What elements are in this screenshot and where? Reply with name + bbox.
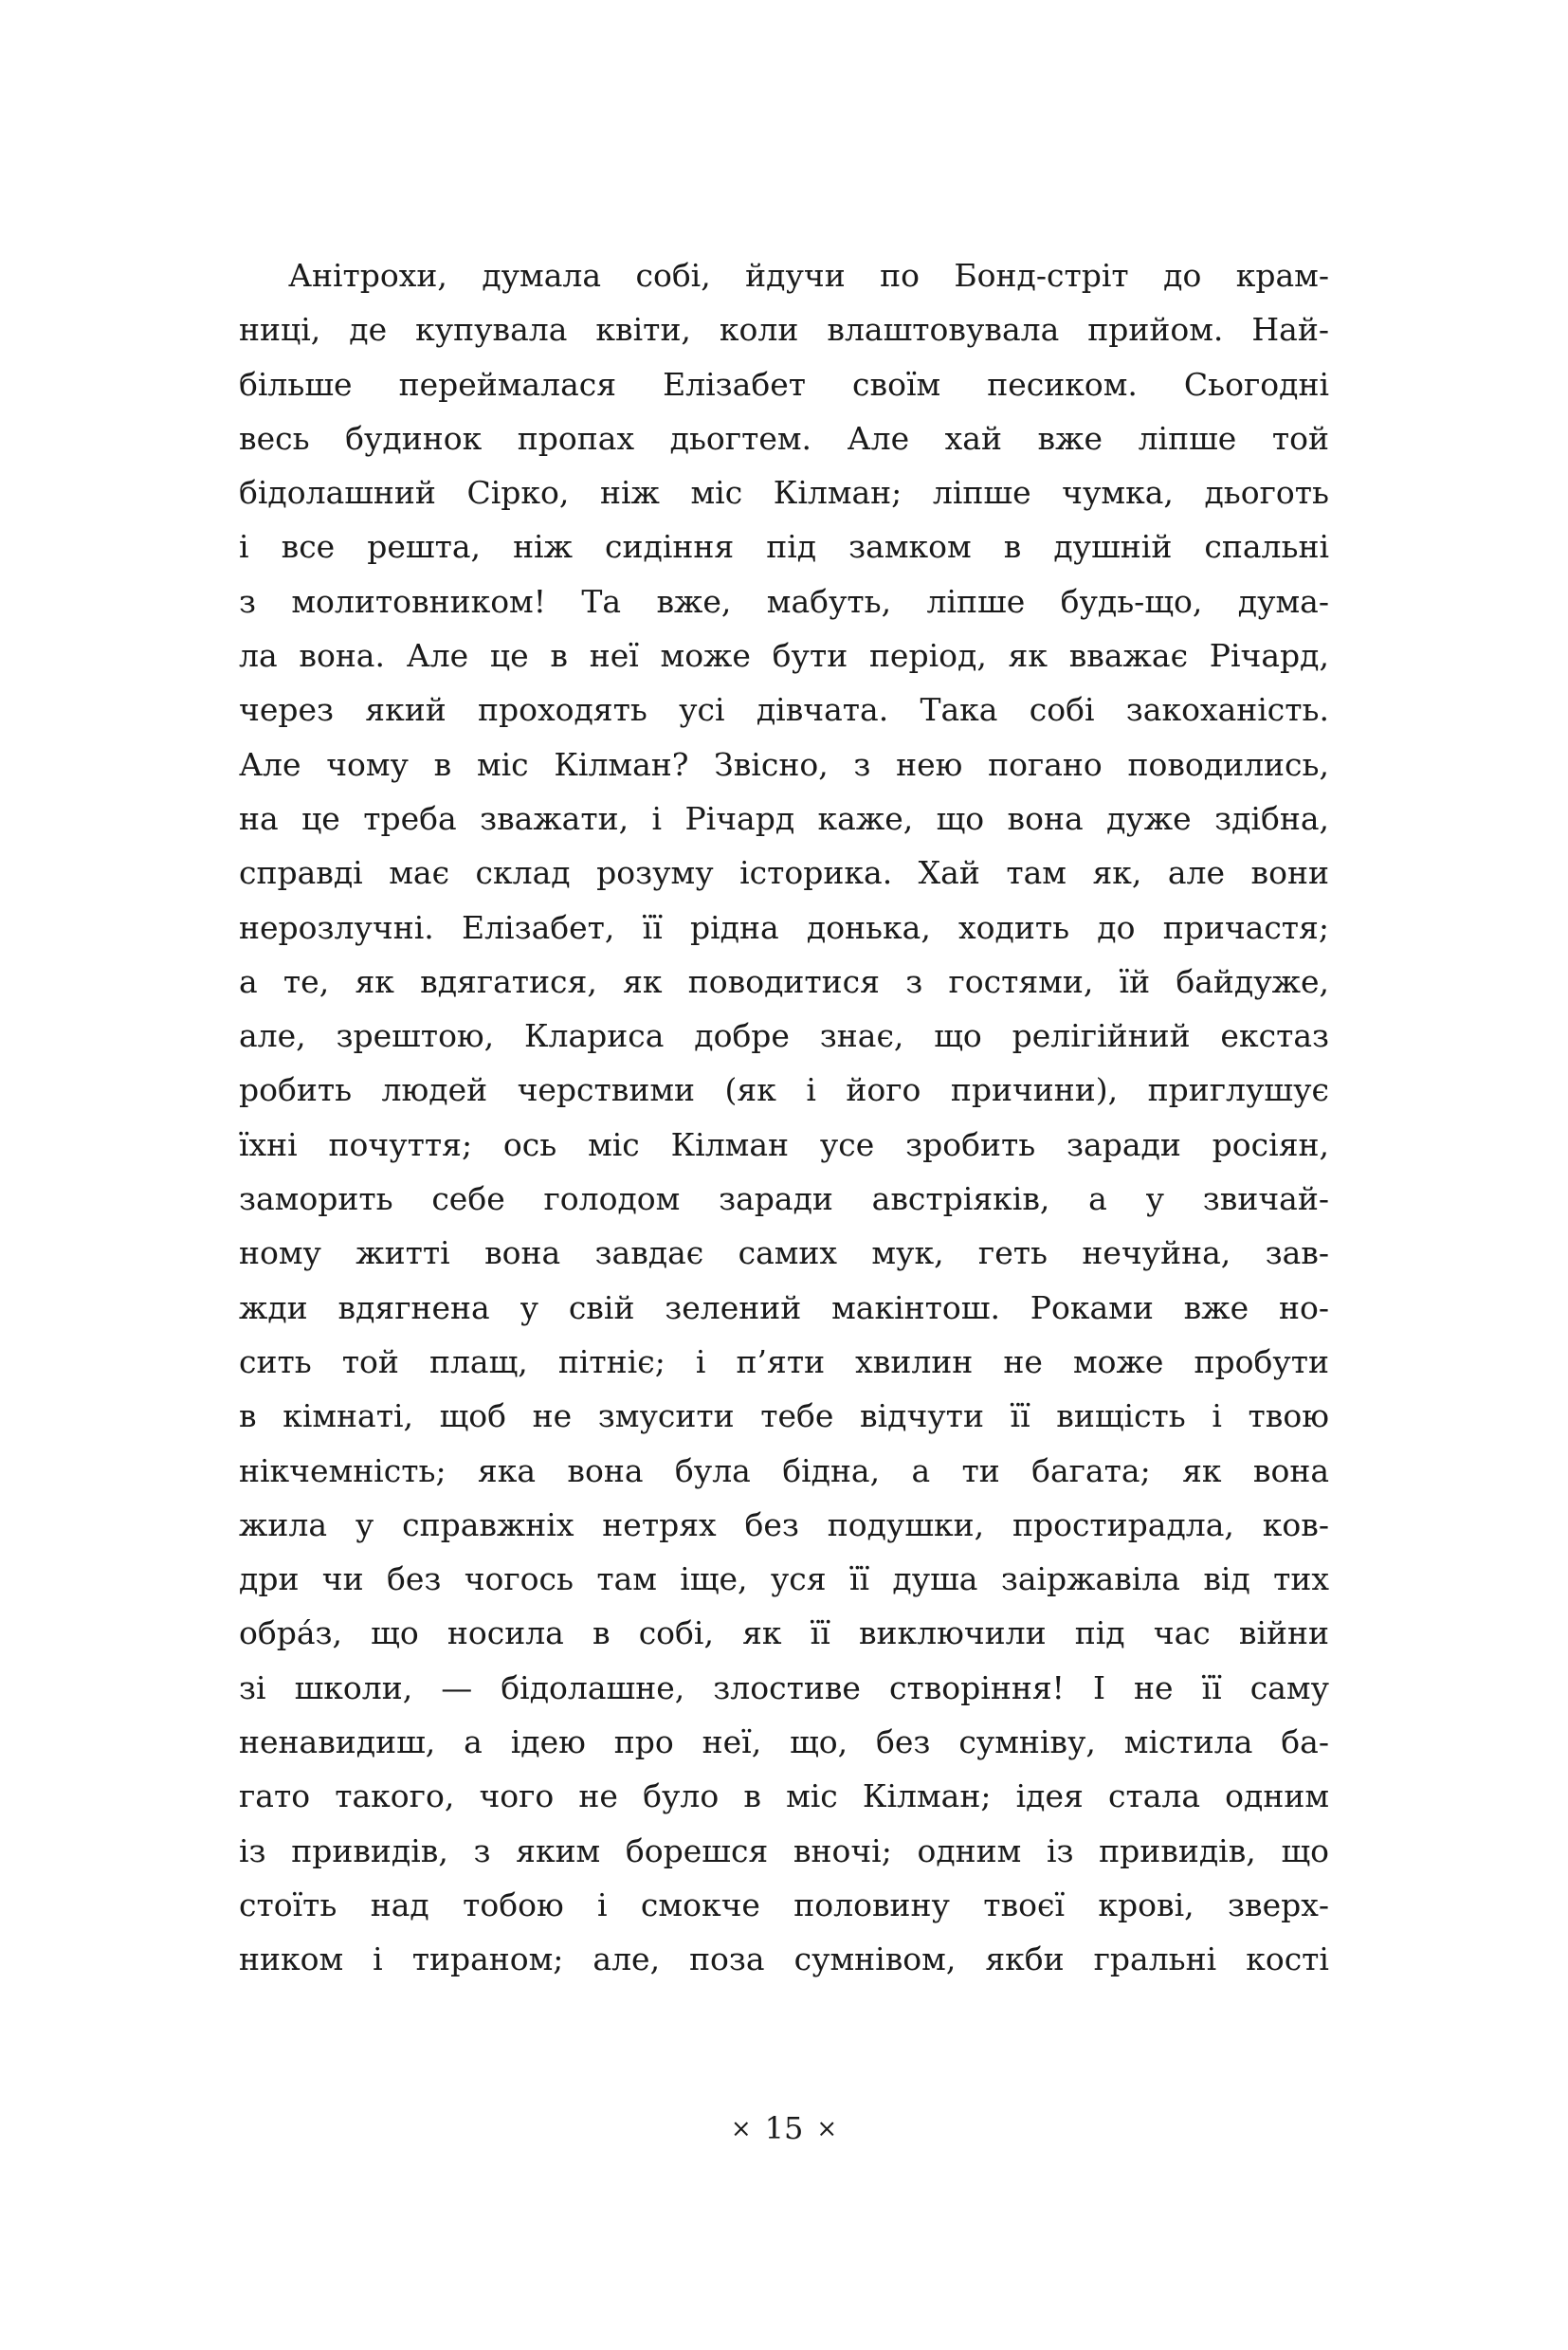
text-line: а те, як вдягатися, як поводитися з гостями, їй байдуже,: [239, 962, 1329, 1000]
text-line: обра́з, що носила в собі, як її виключили під час війни: [239, 1614, 1329, 1652]
text-line: з молитовником! Та вже, мабуть, ліпше будь-що, дума-: [239, 582, 1329, 620]
text-line: їхні почуття; ось міс Кілман усе зробить заради росіян,: [239, 1125, 1329, 1163]
text-line: Анітрохи, думала собі, йдучи по Бонд-стріт до крам-: [288, 257, 1329, 294]
text-line: заморить себе голодом заради австріяків, а у звичай-: [239, 1180, 1329, 1218]
text-line: сить той плащ, пітніє; і п’яти хвилин не може пробути: [239, 1342, 1329, 1380]
text-line: Але чому в міс Кілман? Звісно, з нею погано поводились,: [239, 745, 1329, 783]
text-line: ником і тираном; але, поза сумнівом, якби гральні кості: [239, 1940, 1329, 1978]
text-line: і все решта, ніж сидіння під замком в душній спальні: [239, 528, 1329, 566]
text-line: ниці, де купувала квіти, коли влаштовувала прийом. Най-: [239, 311, 1329, 349]
text-line: бідолашний Сірко, ніж міс Кілман; ліпше чумка, дьоготь: [239, 474, 1329, 512]
page-number: 15: [764, 2110, 804, 2146]
text-line: гато такого, чого не було в міс Кілман; ідея стала одним: [239, 1777, 1329, 1815]
text-line: через який проходять усі дівчата. Така собі закоханість.: [239, 691, 1329, 729]
text-line: на це треба зважати, і Річард каже, що вона дуже здібна,: [239, 799, 1329, 837]
body-text: [239, 248, 1329, 1987]
page-folio: [0, 2109, 1568, 2148]
text-line: дри чи без чогось там іще, уся її душа заіржавіла від тих: [239, 1560, 1329, 1598]
text-line: але, зрештою, Клариса добре знає, що релігійний екстаз: [239, 1017, 1329, 1055]
text-line: весь будинок пропах дьогтем. Але хай вже ліпше той: [239, 419, 1329, 457]
folio-ornament-left: ×: [730, 2115, 752, 2143]
text-line: ному житті вона завдає самих мук, геть нечуйна, зав-: [239, 1234, 1329, 1272]
text-line: нерозлучні. Елізабет, її рідна донька, ходить до причастя;: [239, 908, 1329, 946]
text-line: ненавидиш, а ідею про неї, що, без сумніву, містила ба-: [239, 1723, 1329, 1761]
text-line: більше переймалася Елізабет своїм песиком. Сьогодні: [239, 365, 1329, 403]
text-line: ла вона. Але це в неї може бути період, як вважає Річард,: [239, 637, 1329, 675]
text-line: робить людей черствими (як і його причини), приглушує: [239, 1071, 1329, 1109]
text-line: жила у справжніх нетрях без подушки, простирадла, ков-: [239, 1505, 1329, 1543]
text-line: нікчемність; яка вона була бідна, а ти багата; як вона: [239, 1451, 1329, 1489]
text-line: справді має склад розуму історика. Хай там як, але вони: [239, 854, 1329, 892]
text-line: стоїть над тобою і смокче половину твоєї крові, зверх-: [239, 1885, 1329, 1923]
text-line: зі школи, — бідолашне, злостиве створіння! І не її саму: [239, 1668, 1329, 1706]
text-line: із привидів, з яким борешся вночі; одним із привидів, що: [239, 1831, 1329, 1869]
text-line: жди вдягнена у свій зелений макінтош. Роками вже но-: [239, 1288, 1329, 1326]
text-line: в кімнаті, щоб не змусити тебе відчути її вищість і твою: [239, 1397, 1329, 1435]
folio-ornament-right: ×: [816, 2115, 838, 2143]
